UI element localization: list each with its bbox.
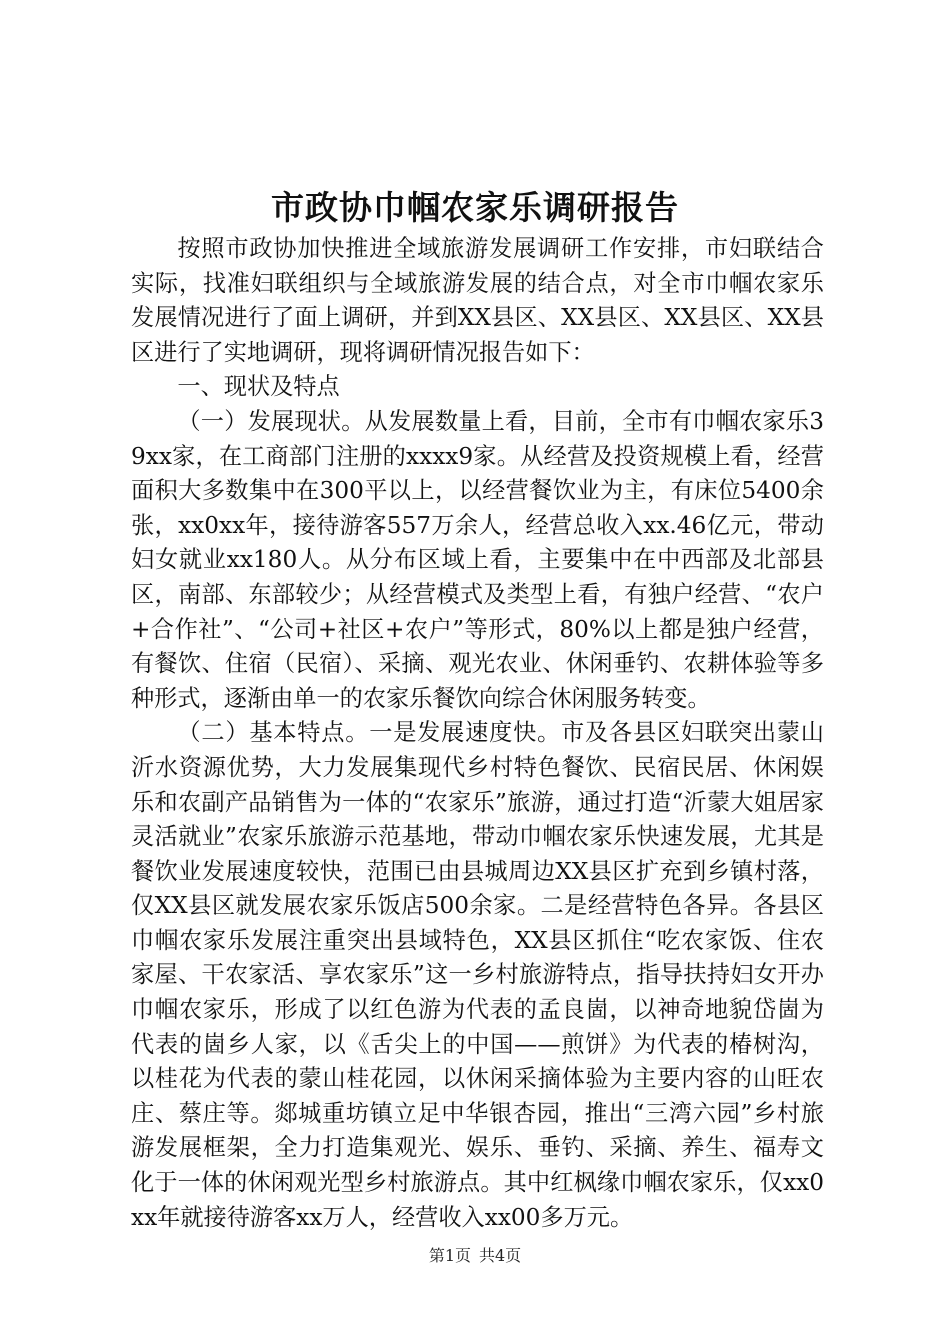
intro-paragraph: 按照市政协加快推进全域旅游发展调研工作安排，市妇联结合实际，找准妇联组织与全域旅游发展的结合点，对全市巾帼农家乐发展情况进行了面上调研，并到XX县区、XX县区、XX县区、XX县区进行了实地调研，现将调研情况报告如下： (131, 235, 824, 366)
document-title: 市政协巾帼农家乐调研报告 (271, 188, 679, 227)
basic-features-paragraph: （二）基本特点。一是发展速度快。市及各县区妇联突出蒙山沂水资源优势，大力发展集现代乡村特色餐饮、民宿民居、休闲娱乐和农副产品销售为一体的“农家乐”旅游，通过打造“沂蒙大姐居家灵活就业”农家乐旅游示范基地，带动巾帼农家乐快速发展，尤其是餐饮业发展速度较快，范围已由县城周边XX县区扩充到乡镇村落，仅XX县区就发展农家乐饭店500余家。二是经营特色各异。各县区巾帼农家乐发展注重突出县域特色，XX县区抓住“吃农家饭、住农家屋、干农家活、享农家乐”这一乡村旅游特点，指导扶持妇女开办巾帼农家乐，形成了以红色游为代表的孟良崮，以神奇地貌岱崮为代表的崮乡人家，以《舌尖上的中国——煎饼》为代表的椿树沟，以桂花为代表的蒙山桂花园，以休闲采摘体验为主要内容的山旺农庄、蔡庄等。郯城重坊镇立足中华银杏园，推出“三湾六园”乡村旅游发展框架，全力打造集观光、娱乐、垂钓、采摘、养生、福寿文化于一体的休闲观光型乡村旅游点。其中红枫缘巾帼农家乐，仅xx0xx年就接待游客xx万人，经营收入xx00多万元。 (131, 719, 824, 1231)
page-total: 共4页 (479, 1246, 522, 1265)
document-body (131, 232, 824, 1235)
development-status-paragraph: （一）发展现状。从发展数量上看，目前，全市有巾帼农家乐39xx家，在工商部门注册的xxxx9家。从经营及投资规模上看，经营面积大多数集中在300平以上，以经营餐饮业为主，有床位5400余张，xx0xx年，接待游客557万余人，经营总收入xx.46亿元，带动妇女就业xx180人。从分布区域上看，主要集中在中西部及北部县区，南部、东部较少；从经营模式及类型上看，有独户经营、“农户+合作社”、“公司+社区+农户”等形式，80%以上都是独户经营，有餐饮、住宿（民宿）、采摘、观光农业、休闲垂钓、农耕体验等多种形式，逐渐由单一的农家乐餐饮向综合休闲服务转变。 (131, 407, 824, 712)
page-footer (0, 1244, 950, 1268)
page-number: 第1页 (428, 1246, 471, 1265)
section-heading: 一、现状及特点 (177, 373, 340, 401)
